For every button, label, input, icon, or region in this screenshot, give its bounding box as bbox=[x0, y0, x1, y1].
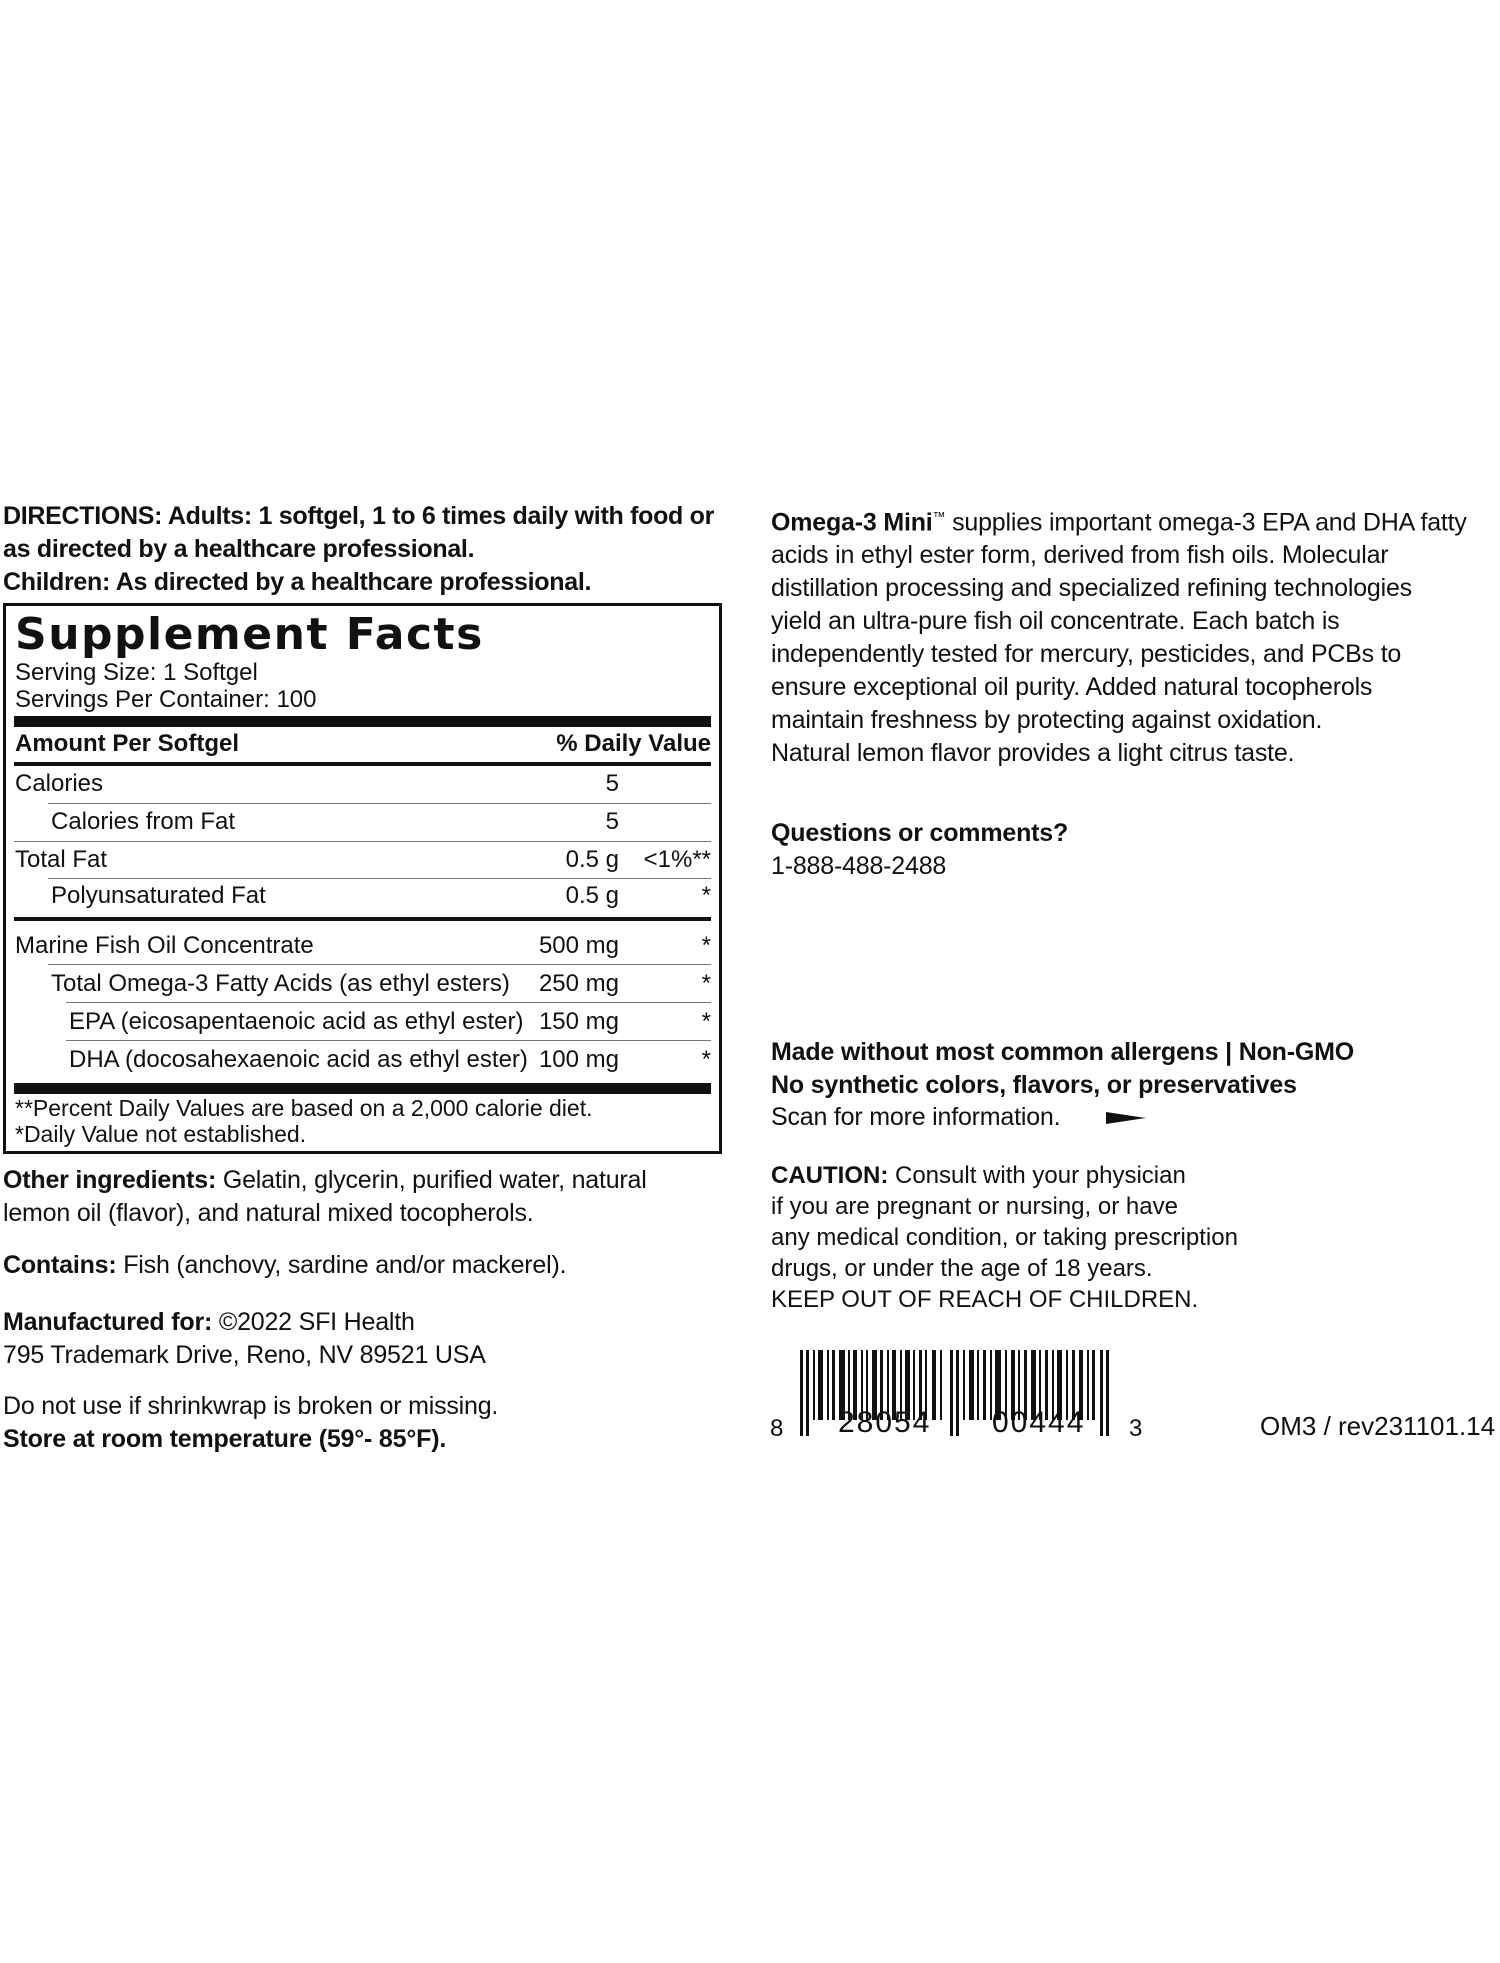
row-dv: * bbox=[701, 1046, 711, 1073]
facts-row bbox=[15, 881, 711, 911]
directions-line-3: Children: As directed by a healthcare professional. bbox=[3, 568, 592, 596]
barcode-right-group: 00444 bbox=[992, 1406, 1086, 1439]
facts-row bbox=[15, 807, 711, 837]
row-dv: <1%** bbox=[643, 846, 711, 873]
facts-row bbox=[15, 769, 711, 799]
row-divider bbox=[48, 964, 711, 965]
storage-temperature: Store at room temperature (59°- 85°F). bbox=[3, 1425, 447, 1453]
medium-rule bbox=[14, 762, 711, 766]
barcode-check-digit: 3 bbox=[1129, 1415, 1145, 1442]
row-amount: 5 bbox=[605, 808, 619, 835]
allergen-line-1: Made without most common allergens | Non-GMO bbox=[771, 1038, 1354, 1066]
row-dv: * bbox=[701, 1008, 711, 1035]
manufactured-label: Manufactured for: bbox=[3, 1308, 213, 1336]
row-dv: * bbox=[701, 932, 711, 959]
description-line: distillation processing and specialized refining technologies bbox=[771, 574, 1412, 603]
medium-rule bbox=[14, 917, 711, 921]
caution-line-3: any medical condition, or taking prescription bbox=[771, 1224, 1238, 1251]
row-name: DHA (docosahexaenoic acid as ethyl ester) bbox=[69, 1046, 528, 1073]
caution-line-2: if you are pregnant or nursing, or have bbox=[771, 1193, 1178, 1220]
contains-text: Fish (anchovy, sardine and/or mackerel). bbox=[116, 1251, 567, 1279]
other-ingredients bbox=[3, 1164, 723, 1230]
revision-code: OM3 / rev231101.14 bbox=[1260, 1411, 1496, 1441]
description-line: supplies important omega-3 EPA and DHA fatty bbox=[945, 508, 1467, 537]
row-divider bbox=[48, 878, 711, 879]
footnote-not-established: *Daily Value not established. bbox=[15, 1121, 307, 1147]
questions-label: Questions or comments? bbox=[771, 819, 1069, 847]
allergen-statement bbox=[771, 1036, 1354, 1102]
phone-number: 1-888-488-2488 bbox=[771, 852, 947, 880]
description-line: yield an ultra-pure fish oil concentrate. Each batch is bbox=[771, 607, 1340, 636]
row-divider bbox=[66, 1002, 711, 1003]
directions-line-1: DIRECTIONS: Adults: 1 softgel, 1 to 6 times daily with food or bbox=[3, 502, 715, 530]
row-name: Polyunsaturated Fat bbox=[51, 882, 266, 909]
product-description bbox=[771, 500, 1496, 770]
directions-line-2: as directed by a healthcare professional. bbox=[3, 535, 475, 563]
row-amount: 5 bbox=[605, 770, 619, 797]
row-amount: 150 mg bbox=[538, 1008, 619, 1035]
description-line: ensure exceptional oil purity. Added natural tocopherols bbox=[771, 673, 1373, 702]
caution-line-5: KEEP OUT OF REACH OF CHILDREN. bbox=[771, 1286, 1199, 1313]
description-line: Natural lemon flavor provides a light citrus taste. bbox=[771, 739, 1295, 768]
facts-row bbox=[15, 845, 711, 875]
caution-statement bbox=[771, 1160, 1471, 1315]
description-line: acids in ethyl ester form, derived from fish oils. Molecular bbox=[771, 541, 1389, 570]
questions-contact bbox=[771, 817, 1068, 883]
amount-header: Amount Per Softgel bbox=[15, 730, 240, 757]
row-amount: 100 mg bbox=[538, 1046, 619, 1073]
row-amount: 0.5 g bbox=[565, 846, 619, 873]
facts-row bbox=[15, 931, 711, 961]
thick-rule bbox=[14, 1083, 711, 1094]
facts-row bbox=[15, 969, 711, 999]
row-amount: 250 mg bbox=[538, 970, 619, 997]
row-divider bbox=[14, 841, 711, 842]
row-name: Total Fat bbox=[15, 846, 108, 873]
row-divider bbox=[48, 803, 711, 804]
contains-label: Contains: bbox=[3, 1251, 117, 1279]
arrow-right-icon bbox=[1106, 1112, 1146, 1124]
row-name: EPA (eicosapentaenoic acid as ethyl ester) bbox=[69, 1008, 524, 1035]
contains bbox=[3, 1249, 723, 1282]
row-divider bbox=[66, 1040, 711, 1041]
barcode-left-group: 28054 bbox=[838, 1406, 932, 1439]
directions bbox=[3, 500, 743, 599]
trademark-symbol: ™ bbox=[932, 509, 946, 524]
row-dv: * bbox=[701, 882, 711, 909]
row-name: Total Omega-3 Fatty Acids (as ethyl esters) bbox=[51, 970, 510, 997]
row-dv: * bbox=[701, 970, 711, 997]
other-ingredients-text-2: lemon oil (flavor), and natural mixed tocopherols. bbox=[3, 1199, 534, 1227]
other-ingredients-text-1: Gelatin, glycerin, purified water, natural bbox=[216, 1166, 647, 1194]
manufacturer-address: 795 Trademark Drive, Reno, NV 89521 USA bbox=[3, 1341, 486, 1369]
manufactured-text: ©2022 SFI Health bbox=[212, 1308, 415, 1336]
storage-info bbox=[3, 1390, 723, 1456]
facts-row bbox=[15, 1045, 711, 1075]
daily-value-header: % Daily Value bbox=[556, 730, 711, 757]
shrinkwrap-warning: Do not use if shrinkwrap is broken or missing. bbox=[3, 1392, 499, 1420]
row-name: Marine Fish Oil Concentrate bbox=[15, 932, 314, 959]
row-name: Calories from Fat bbox=[51, 808, 236, 835]
thick-rule bbox=[14, 716, 711, 727]
caution-line-4: drugs, or under the age of 18 years. bbox=[771, 1255, 1153, 1282]
row-amount: 0.5 g bbox=[565, 882, 619, 909]
supplement-facts-title: Supplement Facts bbox=[15, 609, 484, 660]
brand-name: Omega-3 Mini bbox=[771, 508, 933, 537]
manufactured-for bbox=[3, 1306, 723, 1372]
servings-per-container: Servings Per Container: 100 bbox=[15, 686, 317, 713]
barcode-lead-digit: 8 bbox=[770, 1415, 786, 1442]
serving-size: Serving Size: 1 Softgel bbox=[15, 659, 258, 686]
caution-label: CAUTION: bbox=[771, 1162, 889, 1189]
row-amount: 500 mg bbox=[538, 932, 619, 959]
allergen-line-2: No synthetic colors, flavors, or preservatives bbox=[771, 1071, 1297, 1099]
supplement-facts-panel bbox=[3, 603, 722, 1154]
footnote-daily-values: **Percent Daily Values are based on a 2,000 calorie diet. bbox=[15, 1095, 593, 1121]
description-line: independently tested for mercury, pesticides, and PCBs to bbox=[771, 640, 1402, 669]
facts-row bbox=[15, 1007, 711, 1037]
other-ingredients-label: Other ingredients: bbox=[3, 1166, 217, 1194]
caution-line-1: Consult with your physician bbox=[888, 1162, 1186, 1189]
description-line: maintain freshness by protecting against oxidation. bbox=[771, 706, 1323, 735]
row-name: Calories bbox=[15, 770, 104, 797]
scan-info: Scan for more information. bbox=[771, 1103, 1061, 1131]
